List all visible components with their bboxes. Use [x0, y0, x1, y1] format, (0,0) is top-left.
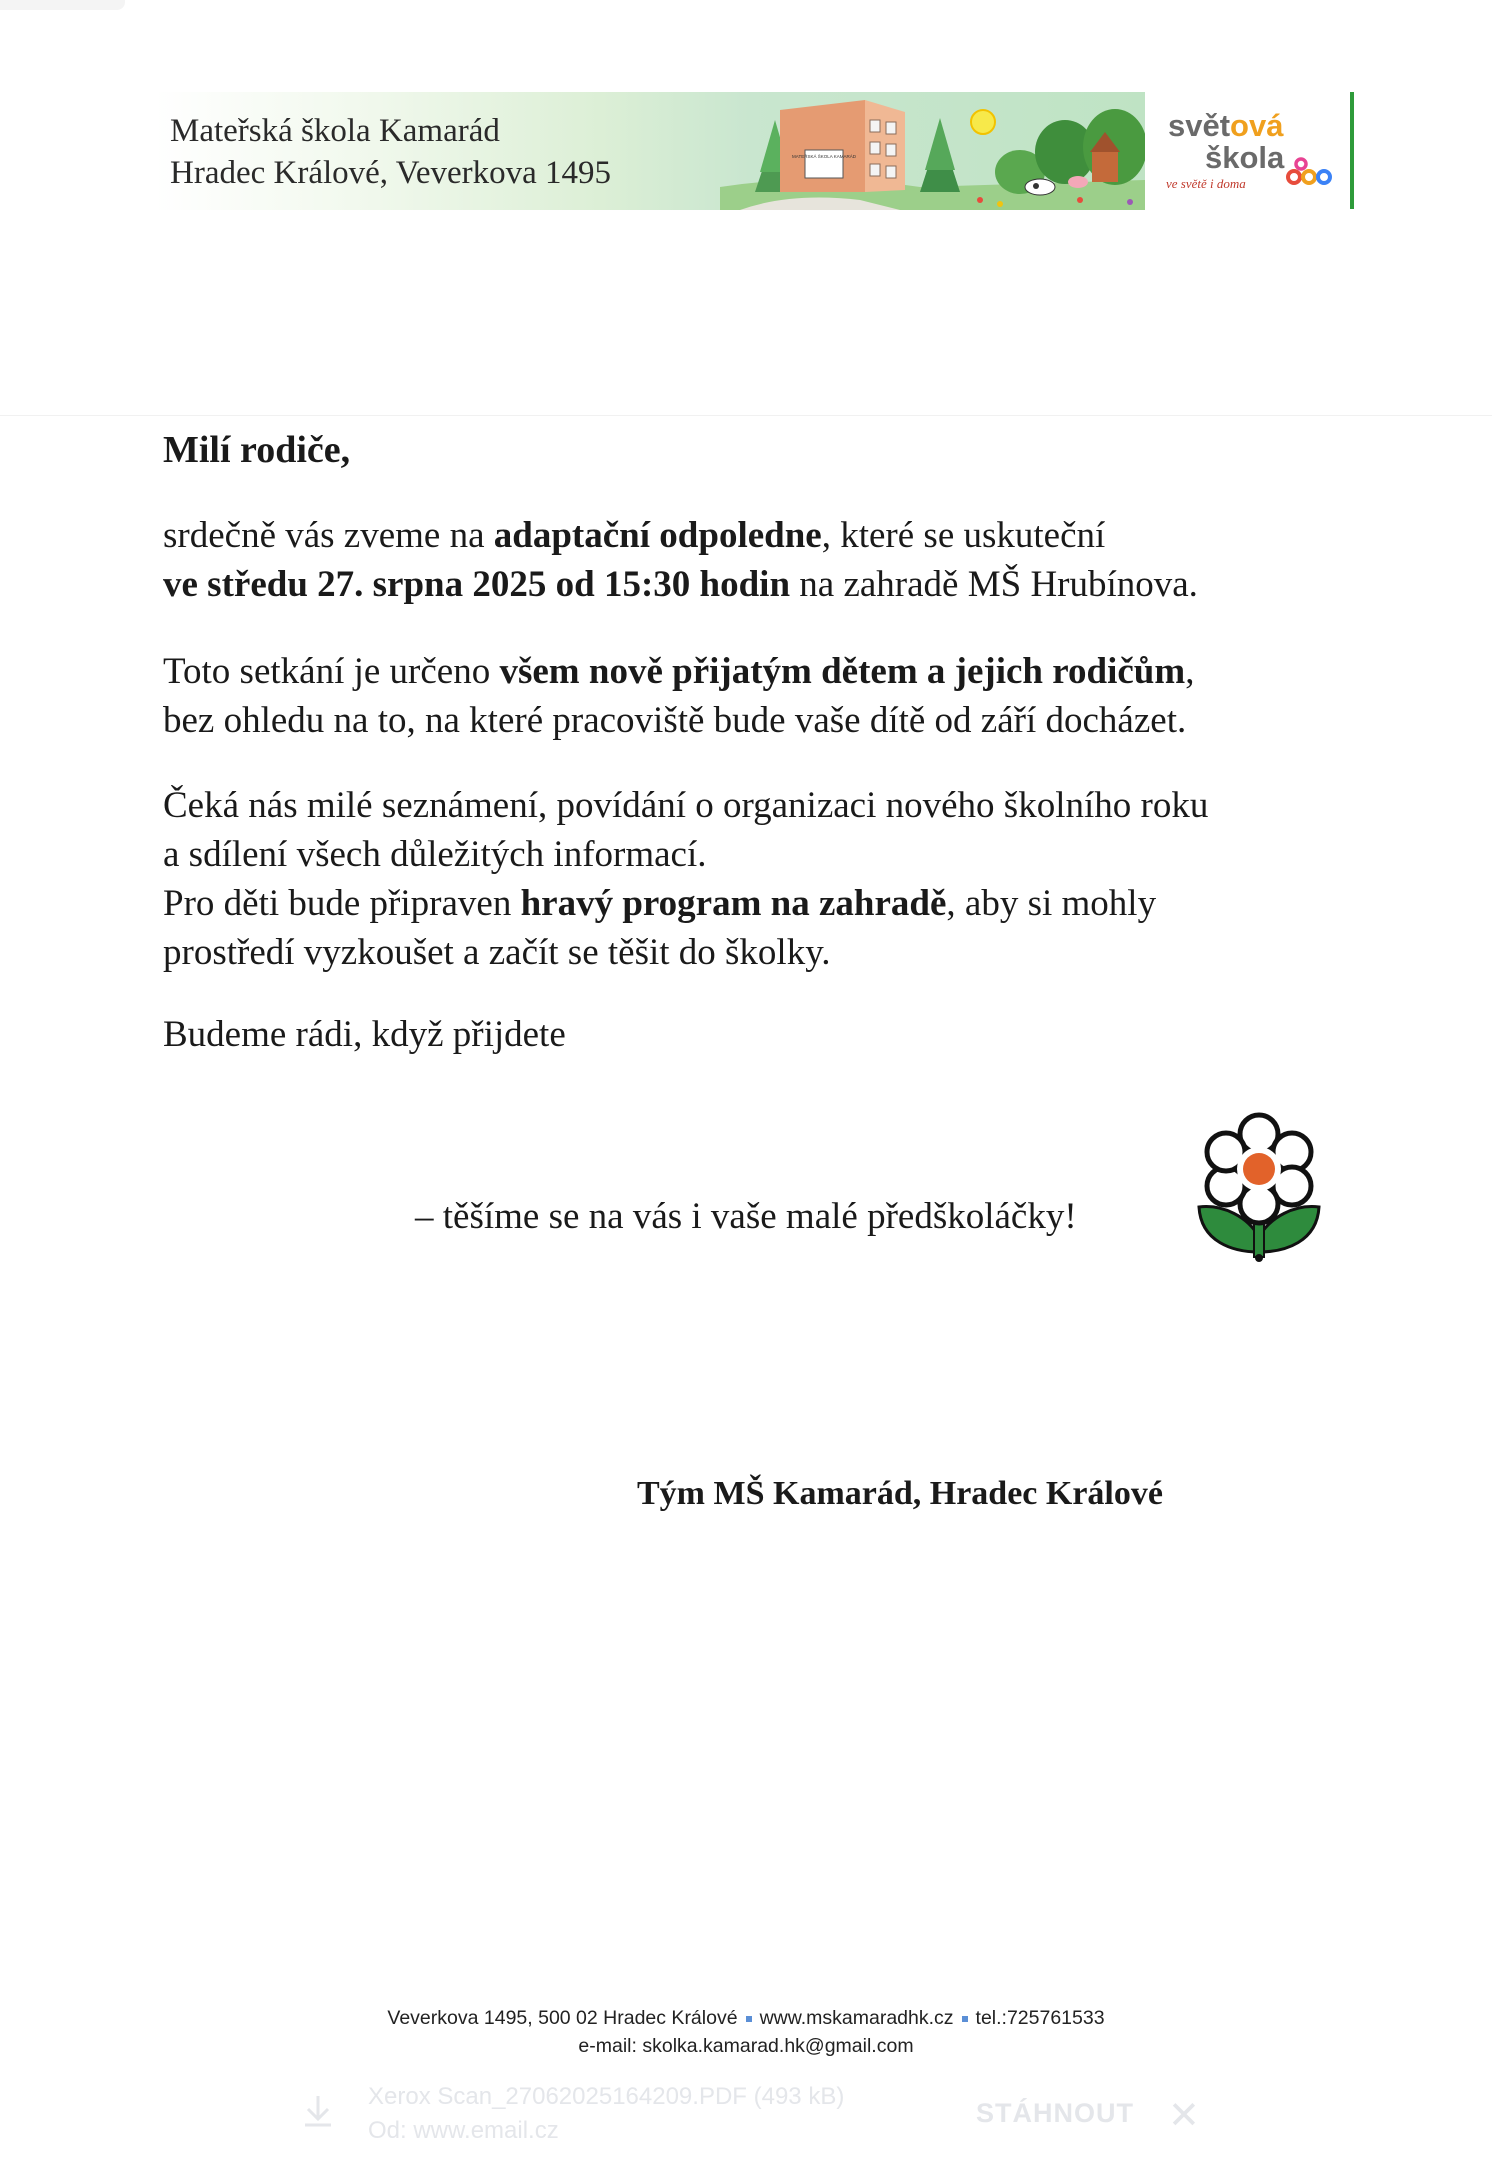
logo-rings-icon [1285, 155, 1341, 187]
footer-email: e-mail: skolka.kamarad.hk@gmail.com [578, 2035, 914, 2057]
p3-line4: prostředí vyzkoušet a začít se těšit do školky. [163, 932, 831, 973]
footer-separator [962, 2016, 968, 2022]
top-corner-tab [0, 0, 125, 10]
school-name-line2: Hradec Králové, Veverkova 1495 [170, 155, 612, 191]
p1-event-date: ve středu 27. srpna 2025 od 15:30 hodin [163, 564, 791, 605]
logo-word1-part-b: ová [1230, 108, 1284, 143]
p1-event-name: adaptační odpoledne [493, 515, 822, 556]
footer-address: Veverkova 1495, 500 02 Hradec Králové [387, 2007, 738, 2029]
download-filename: Xerox Scan_27062025164209.PDF (493 kB) [368, 2083, 845, 2110]
p2-audience: všem nově přijatým dětem a jejich rodičům [499, 651, 1186, 692]
banner-illustration [720, 92, 1145, 210]
p2-line2: bez ohledu na to, na které pracoviště bude vaše dítě od září docházet. [163, 700, 1187, 741]
flower-icon [1193, 1112, 1325, 1262]
logo-word1-part-a: svět [1168, 108, 1231, 143]
p3-line3-c: , aby si mohly [946, 883, 1157, 924]
footer-web[interactable]: www.mskamaradhk.cz [759, 2007, 954, 2029]
logo-word-skola: škola [1205, 140, 1285, 175]
download-icon[interactable] [302, 2094, 334, 2128]
p3-line3-a: Pro děti bude připraven [163, 883, 521, 924]
p3-line2: a sdílení všech důležitých informací. [163, 834, 707, 875]
logo-vertical-bar [1350, 92, 1354, 209]
download-button[interactable]: STÁHNOUT [976, 2098, 1134, 2128]
logo-tagline: ve světě i doma [1166, 176, 1246, 191]
letter-greeting: Milí rodiče, [163, 429, 351, 471]
p2-text-a: Toto setkání je určeno [163, 651, 500, 692]
building-sign-text: MATEŘSKÁ ŠKOLA KAMARÁD [792, 154, 856, 159]
letter-signature: Tým MŠ Kamarád, Hradec Králové [637, 1475, 1163, 1512]
paragraph-audience [163, 647, 1194, 745]
p2-text-c: , [1185, 651, 1195, 692]
footer-separator [746, 2016, 752, 2022]
p3-program: hravý program na zahradě [520, 883, 947, 924]
p3-line1: Čeká nás milé seznámení, povídání o organizaci nového školního roku [163, 785, 1209, 826]
school-name-line1: Mateřská škola Kamarád [170, 113, 500, 149]
paragraph-invitation [163, 511, 1198, 609]
p1-text-a: srdečně vás zveme na [163, 515, 494, 556]
logo-word-svetova [1168, 108, 1283, 144]
close-icon[interactable]: ✕ [1168, 2095, 1200, 2137]
p1-text-e: na zahradě MŠ Hrubínova. [790, 564, 1198, 605]
paragraph-program [163, 781, 1208, 977]
footer-contact-line [0, 2007, 1492, 2030]
header-divider [0, 415, 1492, 416]
school-name [170, 110, 611, 194]
paragraph-welcome: Budeme rádi, když přijdete [163, 1014, 566, 1055]
download-source: Od: www.email.cz [368, 2117, 559, 2144]
footer-phone: tel.:725761533 [975, 2007, 1105, 2029]
p1-text-c: , které se uskuteční [821, 515, 1106, 556]
letter-closing: – těšíme se na vás i vaše malé předškoláčky! [415, 1196, 1077, 1237]
